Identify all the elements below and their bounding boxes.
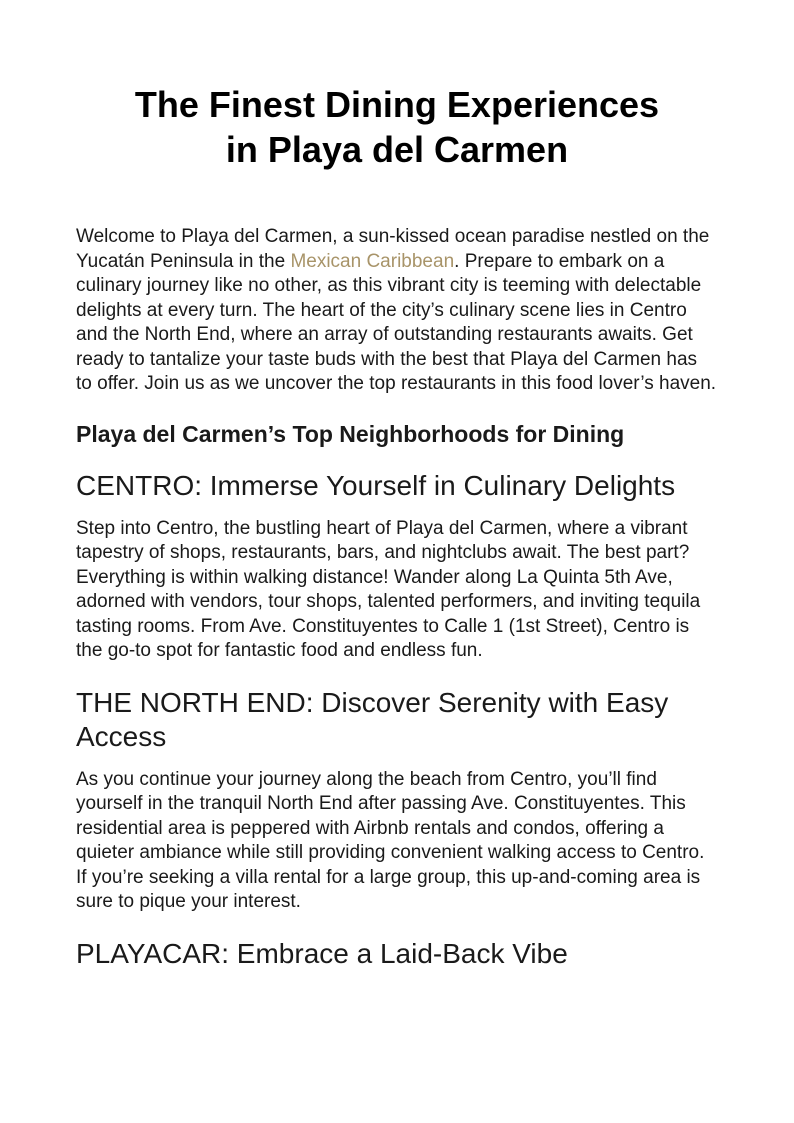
mexican-caribbean-link[interactable]: Mexican Caribbean [290, 250, 455, 272]
neighborhood-heading-centro: CENTRO: Immerse Yourself in Culinary Delights [76, 469, 676, 501]
intro-text-before-link: Welcome to Playa del Carmen, a sun-kissed ocean paradise nestled on the Yucatán Peninsula in the [76, 226, 710, 272]
neighborhood-heading-north-end: THE NORTH END: Discover Serenity with Easy Access [76, 686, 669, 752]
neighborhood-north-end [76, 686, 718, 915]
intro-paragraph [76, 225, 718, 397]
page-title-line-2: in Playa del Carmen [225, 129, 569, 170]
neighborhood-body-centro: Step into Centro, the bustling heart of Playa del Carmen, where a vibrant tapestry of shops, restaurants, bars, and nightclubs await. The best part? Everything is within walking distance! Wander along La Quinta 5th Ave, adorned with vendors, tour shops, talented performers, and inviting tequila tasting rooms. From Ave. Constituyentes to Calle 1 (1st Street), Centro is the go-to spot for fantastic food and endless fun. [76, 517, 701, 661]
neighborhood-heading-playacar: PLAYACAR: Embrace a Laid-Back Vibe [76, 937, 568, 969]
neighborhood-body-north-end: As you continue your journey along the beach from Centro, you’ll find yourself in the tranquil North End after passing Ave. Constituyentes. This residential area is peppered with Airbnb rentals and condos, offering a quieter ambiance while still providing convenient walking access to Centro. If you’re seeking a villa rental for a large group, this up-and-coming area is sure to pique your interest. [76, 768, 705, 912]
page-title-line-1: The Finest Dining Experiences [134, 84, 660, 125]
neighborhood-playacar [76, 937, 718, 971]
section-heading-neighborhoods: Playa del Carmen’s Top Neighborhoods for Dining [76, 420, 625, 447]
neighborhood-centro [76, 469, 718, 664]
intro-text-after-link: . Prepare to embark on a culinary journey like no other, as this vibrant city is teeming with delectable delights at every turn. The heart of the city’s culinary scene lies in Centro and the North End, where an array of outstanding restaurants awaits. Get ready to tantalize your taste buds with the best that Playa del Carmen has to offer. Join us as we uncover the top restaurants in this food lover’s haven. [76, 250, 717, 394]
page-title [76, 0, 718, 172]
